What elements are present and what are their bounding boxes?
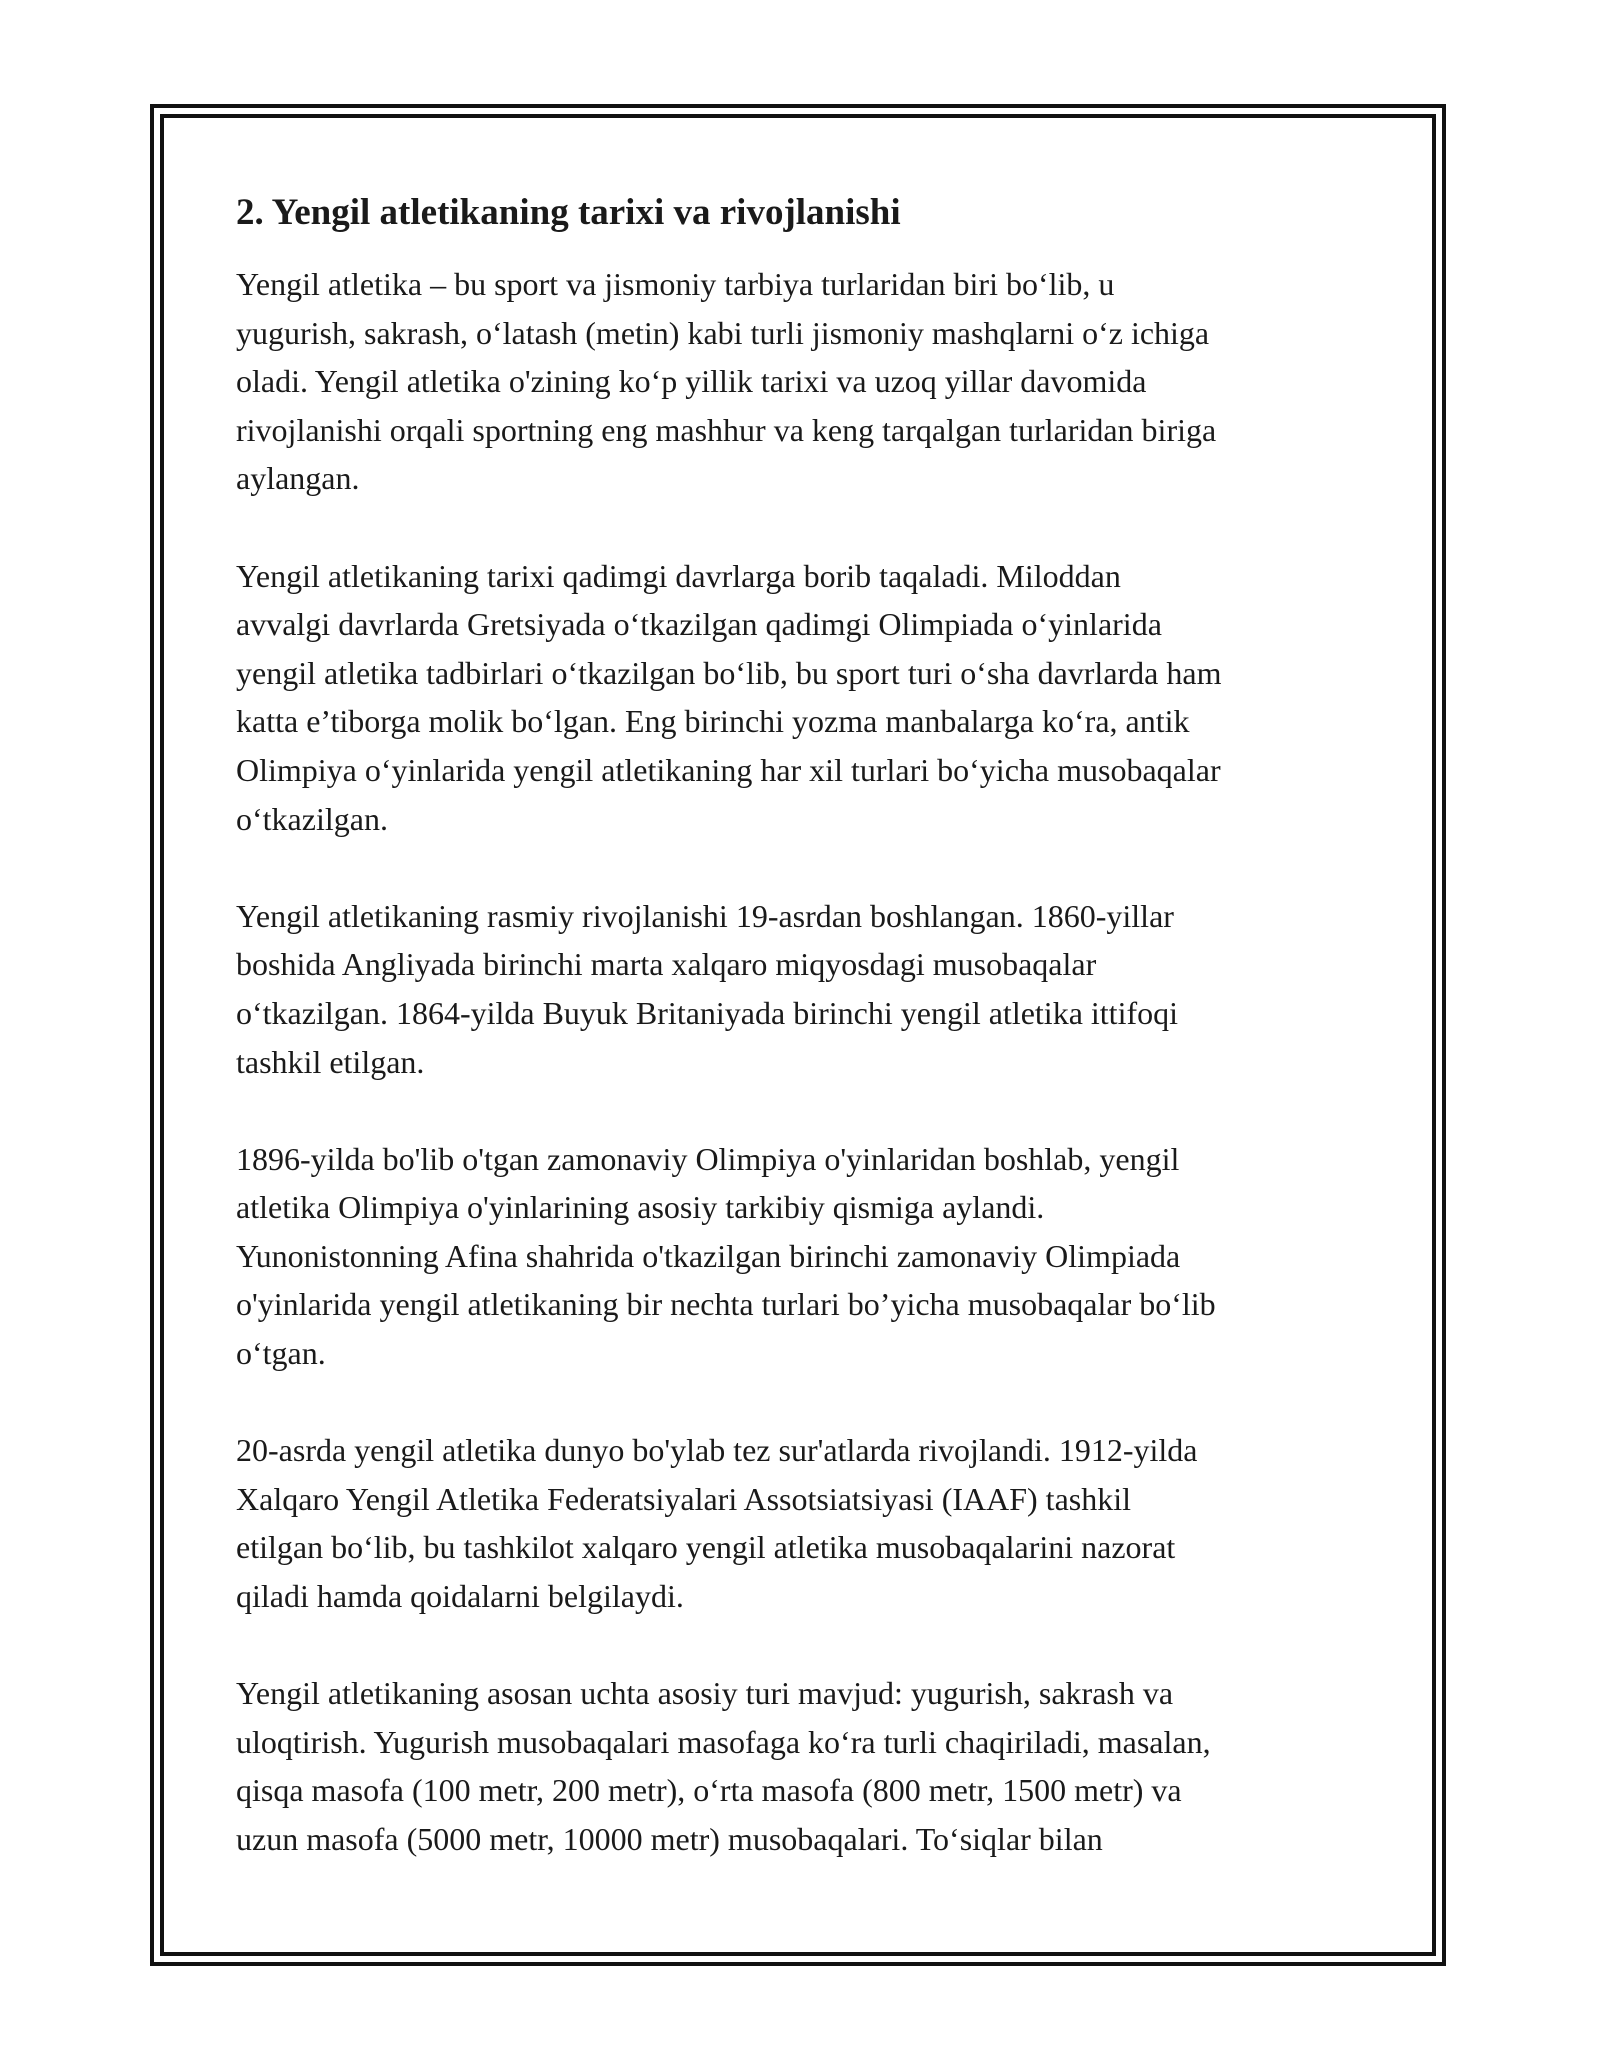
text-line: Yengil atletikaning asosan uchta asosiy turi mavjud: yugurish, sakrash va [236, 1675, 1174, 1712]
text-line: o'yinlarida yengil atletikaning bir nechta turlari bo’yicha musobaqalar bo‘lib [236, 1286, 1216, 1323]
text-line: Xalqaro Yengil Atletika Federatsiyalari Assotsiatsiyasi (IAAF) tashkil [236, 1480, 1131, 1517]
text-line: Yengil atletikaning rasmiy rivojlanishi 19-asrdan boshlangan. 1860-yillar [236, 897, 1174, 934]
text-line: Olimpiya o‘yinlarida yengil atletikaning har xil turlari bo‘yicha musobaqalar [236, 751, 1221, 788]
text-line: oladi. Yengil atletika o'zining ko‘p yillik tarixi va uzoq yillar davomida [236, 363, 1147, 400]
paragraph-spacer [236, 1621, 1376, 1670]
paragraph [236, 892, 1376, 1086]
text-line: qisqa masofa (100 metr, 200 metr), o‘rta masofa (800 metr, 1500 metr) va [236, 1772, 1182, 1809]
text-line: yugurish, sakrash, o‘latash (metin) kabi turli jismoniy mashqlarni o‘z ichiga [236, 314, 1210, 351]
text-line: etilgan bo‘lib, bu tashkilot xalqaro yengil atletika musobaqalarini nazorat [236, 1529, 1176, 1566]
text-line: Yengil atletikaning tarixi qadimgi davrlarga borib taqaladi. Miloddan [236, 557, 1121, 594]
paragraph-spacer [236, 1378, 1376, 1427]
paragraph-spacer [236, 843, 1376, 892]
paragraph [236, 260, 1376, 503]
paragraph-container [236, 260, 1376, 1864]
text-line: aylangan. [236, 460, 360, 497]
text-line: uzun masofa (5000 metr, 10000 metr) musobaqalari. To‘siqlar bilan [236, 1821, 1103, 1857]
text-line: rivojlanishi orqali sportning eng mashhur va keng tarqalgan turlaridan biriga [236, 411, 1217, 448]
text-line: 20-asrda yengil atletika dunyo bo'ylab tez sur'atlarda rivojlandi. 1912-yilda [236, 1432, 1198, 1469]
paragraph-spacer [236, 503, 1376, 552]
text-line: yengil atletika tadbirlari o‘tkazilgan bo‘lib, bu sport turi o‘sha davrlarda ham [236, 654, 1222, 691]
text-line: atletika Olimpiya o'yinlarining asosiy tarkibiy qismiga aylandi. [236, 1189, 1045, 1226]
text-line: boshida Angliyada birinchi marta xalqaro miqyosdagi musobaqalar [236, 946, 1097, 983]
text-line: avvalgi davrlarda Gretsiyada o‘tkazilgan qadimgi Olimpiada o‘yinlarida [236, 606, 1162, 643]
text-line: o‘tkazilgan. 1864-yilda Buyuk Britaniyada birinchi yengil atletika ittifoqi [236, 994, 1178, 1031]
document-body [236, 186, 1376, 1864]
text-line: uloqtirish. Yugurish musobaqalari masofaga ko‘ra turli chaqiriladi, masalan, [236, 1723, 1211, 1760]
text-line: Yengil atletika – bu sport va jismoniy tarbiya turlaridan biri bo‘lib, u [236, 266, 1115, 302]
text-line: o‘tgan. [236, 1335, 326, 1372]
paragraph-spacer [236, 1086, 1376, 1135]
paragraph [236, 1669, 1376, 1863]
paragraph [236, 552, 1376, 844]
paragraph [236, 1426, 1376, 1620]
paragraph [236, 1135, 1376, 1378]
text-line: o‘tkazilgan. [236, 800, 388, 837]
text-line: tashkil etilgan. [236, 1043, 425, 1080]
section-heading: 2. Yengil atletikaning tarixi va rivojlanishi [236, 192, 901, 233]
text-line: katta e’tiborga molik bo‘lgan. Eng birinchi yozma manbalarga ko‘ra, antik [236, 703, 1190, 740]
text-line: 1896-yilda bo'lib o'tgan zamonaviy Olimpiya o'yinlaridan boshlab, yengil [236, 1140, 1180, 1177]
text-line: qiladi hamda qoidalarni belgilaydi. [236, 1578, 684, 1615]
text-line: Yunonistonning Afina shahrida o'tkazilgan birinchi zamonaviy Olimpiada [236, 1237, 1181, 1274]
